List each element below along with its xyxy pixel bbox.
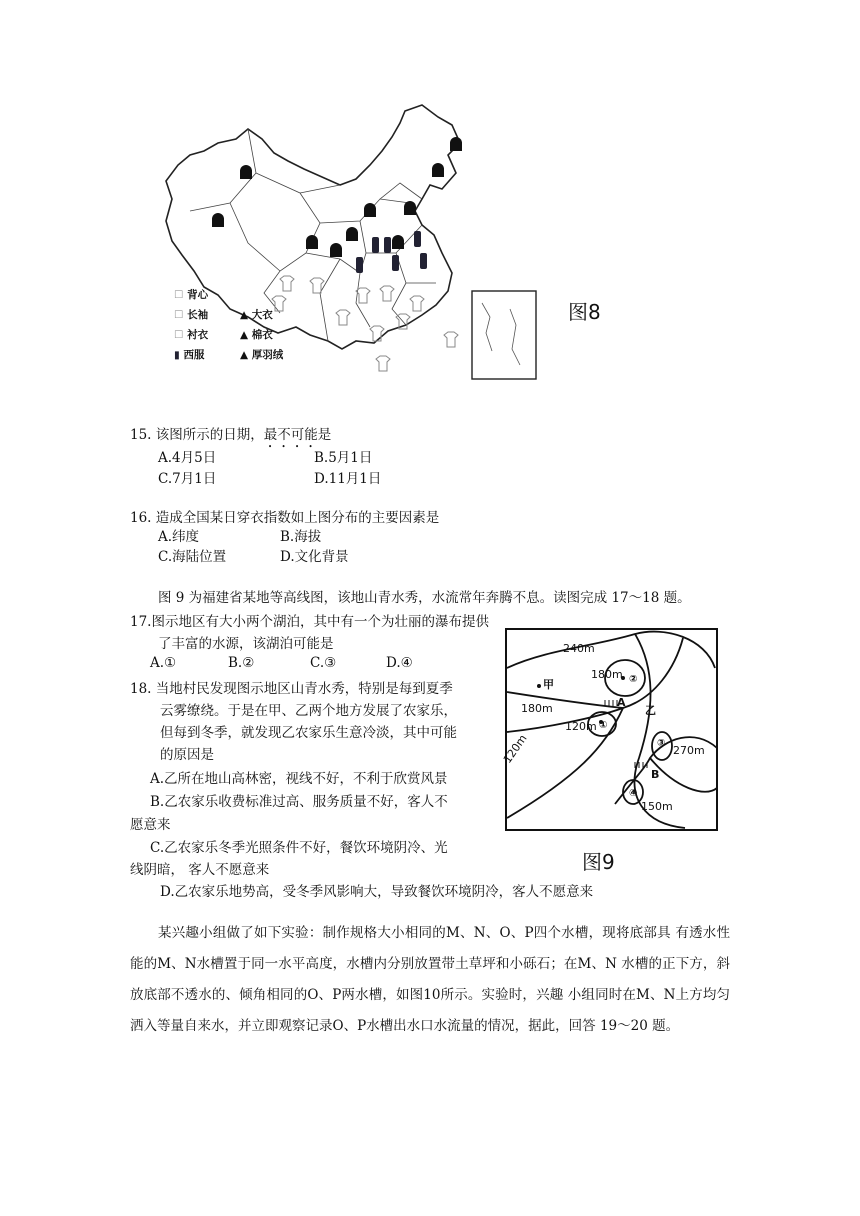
q16-option-d: D.文化背景	[280, 549, 349, 565]
q17-option-a: A.①	[150, 655, 177, 671]
q18-option-b-line1: B.乙农家乐收费标准过高、服务质量不好，客人不	[150, 794, 448, 810]
china-clothing-map	[160, 103, 540, 383]
suit-icon: ▮	[174, 349, 180, 361]
point-label-yi: 乙	[645, 704, 656, 717]
legend-item-long-sleeve: ☐ 长袖	[174, 309, 209, 321]
legend-item-shirt: ☐ 衬衣	[174, 329, 209, 341]
q18-stem-line3: 但每到冬季，就发现乙农家乐生意冷淡，其中可能	[160, 725, 457, 741]
shirt-icon: ☐	[174, 329, 184, 341]
contour-map-svg	[500, 628, 718, 831]
q17-option-d: D.④	[386, 655, 413, 671]
lake-label-4: ④	[629, 788, 638, 799]
coat-icons	[212, 137, 462, 257]
q16-option-b: B.海拔	[280, 529, 322, 545]
q17-stem-line2: 了丰富的水源，该湖泊可能是	[158, 636, 334, 652]
suit-icons	[356, 231, 427, 273]
q18-option-b-line2: 愿意来	[130, 817, 171, 833]
q18-stem-line2: 云雾缭绕。于是在甲、乙两个地方发展了农家乐，	[160, 703, 457, 719]
overcoat-icon: ▲	[240, 309, 249, 321]
point-label-b: B	[651, 768, 660, 781]
q18-option-d: D.乙农家乐地势高，受冬季风影响大，导致餐饮环境阴冷，客人不愿意来	[160, 884, 594, 900]
q15-emphasis: 最不可能	[263, 427, 318, 443]
contour-label-120m-left: 120m	[500, 732, 530, 766]
map-legend	[174, 287, 314, 377]
long-sleeve-icon: ☐	[174, 309, 184, 321]
q18-option-c-line2: 线阴暗， 客人不愿意来	[130, 862, 270, 878]
south-china-sea-inset	[472, 291, 536, 379]
legend-item-vest: ☐ 背心	[174, 289, 209, 301]
point-label-jia: 甲	[543, 678, 554, 691]
figure9-label: 图9	[582, 850, 615, 874]
q18-stem-line4: 的原因是	[160, 747, 214, 763]
point-label-a: A	[617, 696, 626, 709]
contour-label-270m: 270m	[673, 744, 705, 757]
q16-stem: 16. 造成全国某日穿衣指数如上图分布的主要因素是	[130, 510, 440, 526]
q15-option-c: C.7月1日	[158, 471, 217, 487]
q16-option-c: C.海陆位置	[158, 549, 227, 565]
q16-option-a: A.纬度	[158, 529, 200, 545]
contour-map	[500, 628, 718, 831]
down-jacket-icon: ▲	[240, 349, 249, 361]
legend-item-cotton-coat: ▲ 棉衣	[240, 329, 273, 341]
legend-item-suit: ▮ 西服	[174, 349, 205, 361]
q15-option-a: A.4月5日	[158, 450, 217, 466]
q17-option-c: C.③	[310, 655, 337, 671]
legend-item-down-jacket: ▲ 厚羽绒	[240, 349, 284, 361]
intro-19-20: 某兴趣小组做了如下实验：制作规格大小相同的M、N、O、P四个水槽，现将底部具 有透水性能的M、N水槽置于同一水平高度，水槽内分别放置带土草坪和小砾石；在M、N 水槽的正下方，斜放底部不透水的、倾角相同的O、P两水槽，如图10所示。实验时，兴趣 小组同时在M、N上方均匀洒入等量自来水，并立即观察记录O、P水槽出水口水流量的情况，据此，回答 19～20 题。	[130, 925, 730, 1034]
contour-label-120m-center: 120m	[565, 720, 597, 733]
lake-label-1: ①	[599, 720, 608, 731]
q18-option-c-line1: C.乙农家乐冬季光照条件不好，餐饮环境阴冷、光	[150, 840, 448, 856]
lake-label-2: ②	[629, 674, 638, 685]
lake-label-3: ③	[657, 738, 666, 749]
vest-icon: ☐	[174, 289, 184, 301]
legend-item-overcoat: ▲ 大衣	[240, 309, 273, 321]
intro-17-18: 图 9 为福建省某地等高线图，该地山青水秀，水流常年奔腾不息。读图完成 17～18 题。	[158, 590, 691, 606]
q15-option-d: D.11月1日	[314, 471, 382, 487]
q18-stem-line1: 18. 当地村民发现图示地区山青水秀，特别是每到夏季	[130, 681, 453, 697]
contour-label-240m: 240m	[563, 642, 595, 655]
contour-label-180m-top: 180m	[591, 668, 623, 681]
contour-label-150m: 150m	[641, 800, 673, 813]
cotton-coat-icon: ▲	[240, 329, 249, 341]
figure8-label: 图8	[568, 300, 601, 324]
q15-option-b: B.5月1日	[314, 450, 373, 466]
q18-option-a: A.乙所在地山高林密，视线不好，不利于欣赏风景	[150, 771, 448, 787]
q15-stem: 15. 该图所示的日期，最不可能是	[130, 427, 332, 443]
q17-option-b: B.②	[228, 655, 255, 671]
q17-stem-line1: 17.图示地区有大小两个湖泊，其中有一个为壮丽的瀑布提供	[130, 614, 489, 630]
contour-label-180m-left: 180m	[521, 702, 553, 715]
